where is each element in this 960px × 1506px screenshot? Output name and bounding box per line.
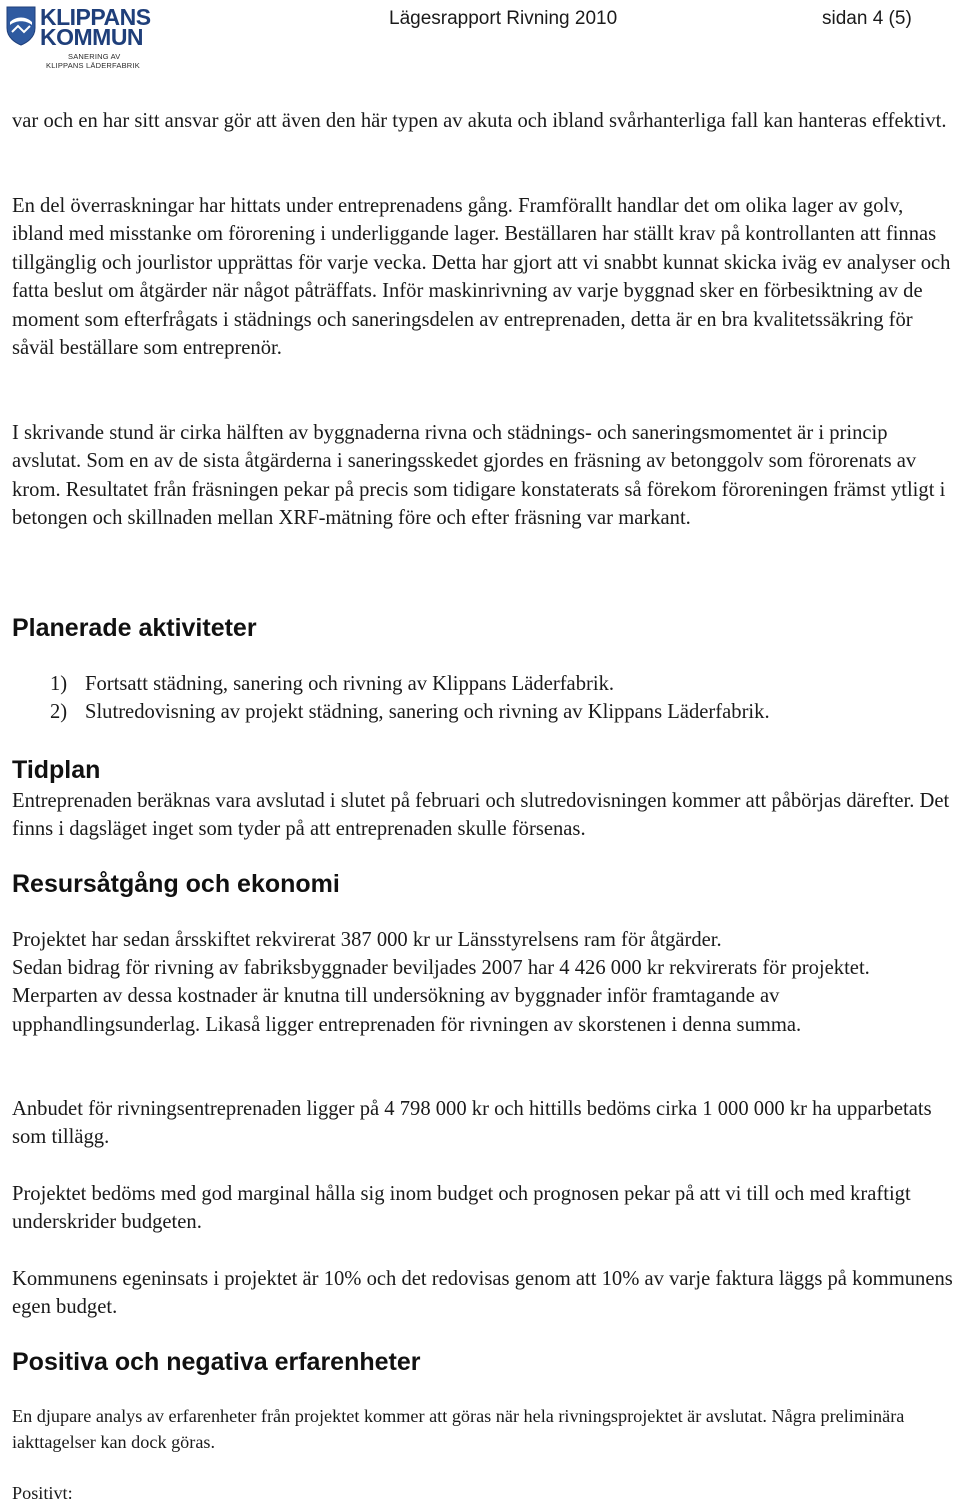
paragraph-rekvirerat: Projektet har sedan årsskiftet rekvirerat 387 000 kr ur Länsstyrelsens ram för åtgärder. <box>12 929 722 951</box>
list-item-number: 1) <box>50 673 68 695</box>
paragraph-intro: var och en har sitt ansvar gör att även den här typen av akuta och ibland svårhanterliga fall kan hanteras effektivt. <box>12 110 947 132</box>
list-item <box>50 670 770 698</box>
logo-text-line2: KOMMUN <box>40 24 144 50</box>
heading-planerade-aktiviteter: Planerade aktiviteter <box>12 614 257 642</box>
list-item <box>50 698 770 726</box>
logo-text-line1: KLIPPANS <box>40 4 151 30</box>
label-positivt: Positivt: <box>12 1483 73 1503</box>
paragraph-egeninsats: Kommunens egeninsats i projektet är 10% och det redovisas genom att 10% av varje faktura läggs på kommunens egen budget. <box>12 1268 953 1319</box>
paragraph-anbud: Anbudet för rivningsentreprenaden ligger på 4 798 000 kr och hittills bedöms cirka 1 000 000 kr ha upparbetats som tillägg. <box>12 1098 932 1149</box>
list-item-text: Slutredovisning av projekt städning, sanering och rivning av Klippans Läderfabrik. <box>85 701 770 724</box>
page-number: sidan 4 (5) <box>822 8 912 29</box>
list-item-number: 2) <box>50 701 68 724</box>
paragraph-budget: Projektet bedöms med god marginal hålla sig inom budget och prognosen pekar på att vi till och med kraftigt underskrider budgeten. <box>12 1183 911 1234</box>
document-title: Lägesrapport Rivning 2010 <box>389 8 618 29</box>
paragraph-tidplan: Entreprenaden beräknas vara avslutad i slutet på februari och slutredovisningen kommer att påbörjas därefter. Det finns i dagsläget inget som tyder på att entreprenaden skulle försenas. <box>12 790 950 841</box>
paragraph-bidrag: Sedan bidrag för rivning av fabriksbyggnader beviljades 2007 har 4 426 000 kr rekvirerats för projektet. Merparten av dessa kostnader är knutna till undersökning av byggnader inför framtagande av upphandlingsunderlag. Likaså ligger entreprenaden för rivningen av skorstenen i denna summa. <box>12 957 870 1036</box>
planned-activities-list <box>50 670 770 727</box>
klippans-kommun-logo <box>6 4 151 70</box>
logo-subtitle-line2: KLIPPANS LÄDERFABRIK <box>46 61 140 70</box>
list-item-text: Fortsatt städning, sanering och rivning av Klippans Läderfabrik. <box>85 673 615 695</box>
paragraph-status: I skrivande stund är cirka hälften av byggnaderna rivna och städnings- och saneringsmomentet är i princip avslutat. Som en av de sista åtgärderna i saneringsskedet gjordes en fräsning av betonggolv som förorenats av krom. Resultatet från fräsningen pekar på precis som tidigare konstaterats så förekom föroreningen främst ytligt i betongen och skillnaden mellan XRF-mätning före och efter fräsning var markant. <box>12 422 946 530</box>
heading-tidplan: Tidplan <box>12 756 101 784</box>
paragraph-erfarenheter: En djupare analys av erfarenheter från projektet kommer att göras när hela rivningsprojektet är avslutat. Några preliminära iakttagelser kan dock göras. <box>12 1406 905 1452</box>
heading-resursatgang: Resursåtgång och ekonomi <box>12 870 340 898</box>
heading-erfarenheter: Positiva och negativa erfarenheter <box>12 1348 421 1376</box>
coat-of-arms-icon <box>6 6 36 46</box>
paragraph-overraskningar: En del överraskningar har hittats under entreprenadens gång. Framförallt handlar det om olika lager av golv, ibland med misstanke om förorening i underliggande lager. Beställaren har ställt krav på kontrollanten att finnas tillgänglig och jourlistor upprättas för varje vecka. Detta har gjort att vi snabbt kunnat skicka iväg ev analyser och fatta beslut om åtgärder när något påträffats. Inför maskinrivning av varje byggnad sker en förbesiktning av de moment som efterfrågats i städnings och saneringsdelen av entreprenaden, detta är en bra kvalitetssäkring för såväl beställare som entreprenör. <box>12 195 951 360</box>
logo-subtitle-line1: SANERING AV <box>68 52 121 61</box>
